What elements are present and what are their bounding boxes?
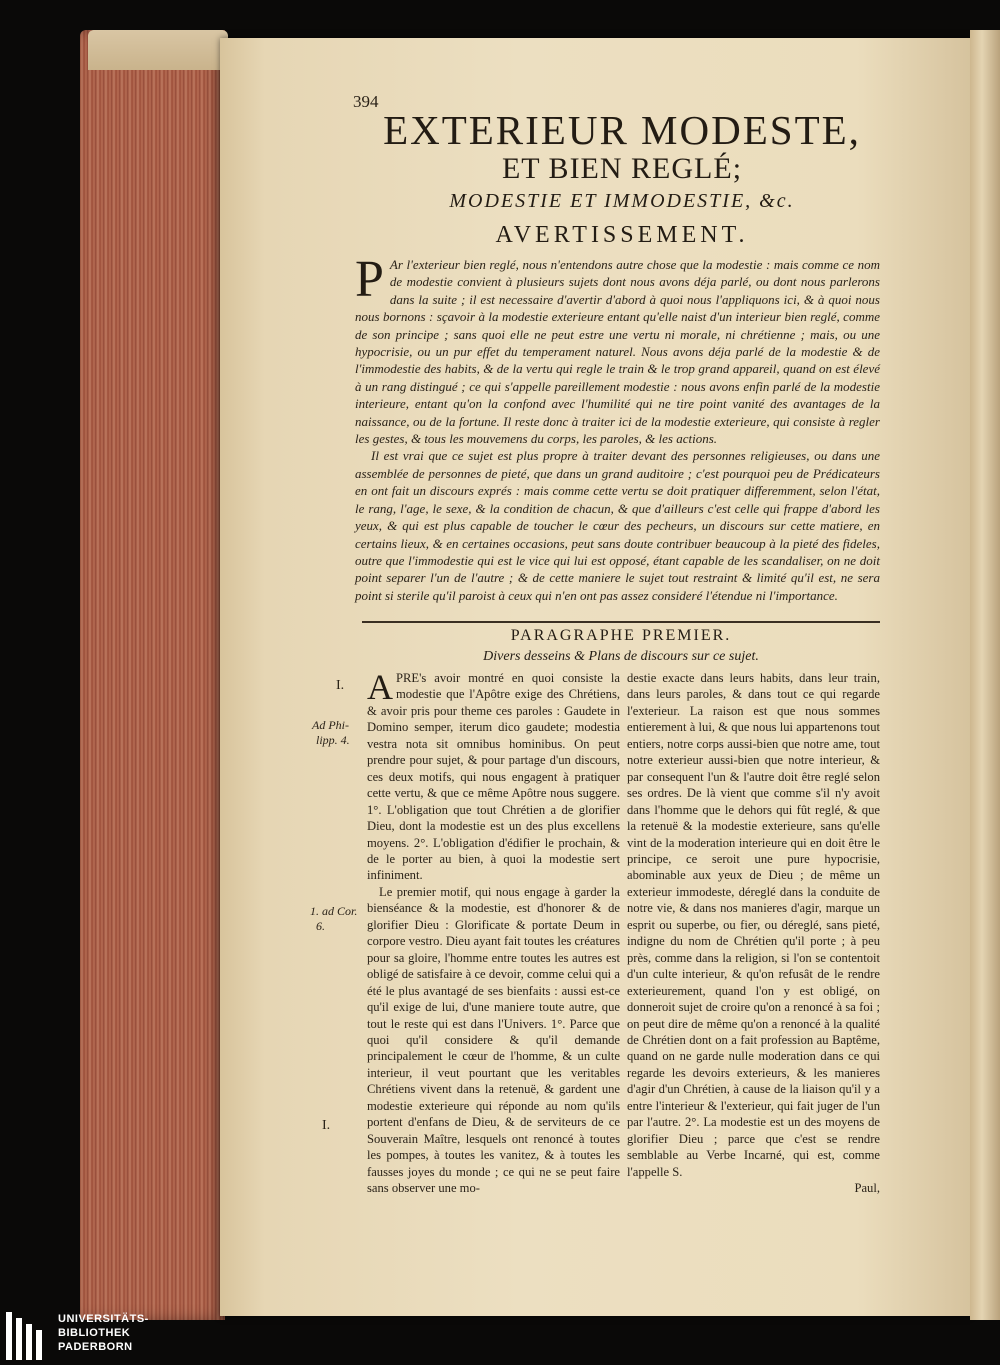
- book-fore-edge: [80, 30, 225, 1320]
- avertissement-text: [355, 251, 880, 604]
- subtitle: MODESTIE ET IMMODESTIE, &c.: [449, 190, 795, 212]
- margin-reference: Ad Phi-: [312, 718, 349, 732]
- library-name-line1: UNIVERSITÄTS-: [58, 1313, 149, 1325]
- margin-reference: 1. ad Cor.: [310, 904, 358, 918]
- margin-reference: 6.: [316, 919, 325, 933]
- facing-page-edge: [970, 30, 1000, 1320]
- library-logo: [0, 1308, 150, 1365]
- divider-rule: [362, 621, 880, 623]
- catchword: Paul,: [854, 1181, 880, 1196]
- left-column: [367, 667, 620, 1197]
- margin-numeral: I.: [322, 1118, 331, 1133]
- left-col-para2: Le premier motif, qui nous engage à garder la bienséance & la modestie, est d'honorer & de glorifier Dieu : Glorificate & portate Deum in corpore vestro. Dieu ayant fait toutes les créatures pour sa gloire, l'homme entre toutes les autres est obligé de satisfaire à ce devoir, comme celui qui a été le plus avantagé de ses bienfaits : aussi est-ce qu'il exige de lui, d'une maniere toute autre, que tout le reste qui est dans l'Univers. 1°. Parce que quoi qu'il considere & qu'il demande principalement le cœur de l'homme, & un culte interieur, il veut pourtant que les veritables Chrétiens vivent dans la retenuë, & gardent une modestie exterieure qui réponde au nom qu'ils portent d'enfans de Dieu, & de serviteurs de ce Souverain Maître, lesquels ont renoncé à toutes les pompes, à toutes les vanitez, & à toutes les fausses joyes du monde ; ce qui ne se peut faire sans observer une mo-: [367, 884, 620, 1196]
- drop-cap: P: [355, 251, 384, 308]
- paragraph-title: PARAGRAPHE PREMIER.: [510, 627, 732, 644]
- left-col-para1: PRE's avoir montré en quoi consiste la modestie que l'Apôtre exige des Chrétiens, & avoir pris pour theme ces paroles : Gaudete in Domino semper, iterum dico gaudete; modestia vestra nota sit omnibus hominibus. On peut prendre pour sujet, & pour partage d'un discours, ces deux motifs, qui nous engagent à pratiquer cette vertu, & que ce même Apôtre nous suggere. 1°. L'obligation que tout Chrétien a de glorifier Dieu, dont la modestie est un des plus excellens moyens. 2°. L'obligation d'édifier le prochain, & de le porter au bien, à quoi la modestie sert infiniment.: [367, 671, 620, 883]
- main-title: EXTERIEUR MODESTE,: [383, 107, 861, 153]
- right-col-para1: destie exacte dans leurs habits, dans leur train, dans leurs paroles, & dans tout ce qui regarde l'exterieur. La raison est que nous sommes entierement à lui, & que nous lui appartenons tout entiers, notre corps aussi-bien que notre ame, tout notre exterieur aussi-bien que notre interieur, & par consequent l'un & l'autre doit être reglé selon ses ordres. De là vient que comme s'il n'y avoit dans l'homme que le dehors qui fût reglé, & que la retenuë & la modestie exterieure, sans qu'elle vint de la moderation interieure qui en doit être le principe, ce seroit une pure hypocrisie, abominable aux yeux de Dieu ; de même un exterieur immodeste, déreglé dans la conduite de notre vie, & dans nos manieres d'agir, marque un esprit ou superbe, ou fier, ou déreglé, sans pieté, indigne du nom de Chrétien qu'il porte ; à peu près, comme dans la religion, si l'on se contentoit d'un culte interieur, & qu'on refusât de le rendre exterieurement, quand l'on y est obligé, on donneroit sujet de croire qu'on a renoncé à sa foi ; on peut dire de même qu'on a renoncé à la qualité de Chrétien dont on a fait profession au Baptême, quand on ne garde nulle moderation dans ce qui regarde les devoirs exterieurs, & les manieres d'agir d'un Chrétien, à cause de la liaison qu'il y a entre l'interieur & l'exterieur, qui fait juger de l'un par l'autre. 2°. La modestie est un des moyens de glorifier Dieu ; parce que c'est se rendre semblable au Verbe Incarné, qui est, comme l'appelle S.: [627, 671, 880, 1179]
- page-number: 394: [353, 92, 379, 111]
- section-heading: AVERTISSEMENT.: [495, 222, 749, 248]
- library-name-line2: BIBLIOTHEK: [58, 1327, 131, 1339]
- library-emblem-icon: [6, 1312, 46, 1360]
- margin-numeral: I.: [336, 678, 345, 693]
- drop-cap: A: [367, 667, 393, 707]
- book-top-edge: [88, 30, 228, 70]
- avertissement-para2: Il est vrai que ce sujet est plus propre à traiter devant des personnes religieuses, ou dans une assemblée de personnes de pieté, que dans un grand auditoire ; c'est pourquoi peu de Prédicateurs en ont fait un discours exprés : mais comme cette vertu se doit pratiquer differemment, selon l'état, le rang, l'age, le sexe, & la condition de chacun, & que d'ailleurs c'est celle qui frappe d'abord les yeux, & qui est plus capable de toucher le cœur des pecheurs, un discours sur cette matiere, en certains lieux, & en certaines occasions, peut sans doute contribuer beaucoup à la pieté des fideles, outre que l'immodestie qui est le vice qui lui est opposé, étant capable de les scandaliser, on ne doit point separer l'un de l'autre ; & de cette maniere le sujet tout restraint & limité qu'il est, ne sera point si sterile qu'il paroist à ceux qui n'en ont pas assez consideré l'étendue ni l'importance.: [355, 448, 880, 603]
- main-title-line2: ET BIEN REGLÉ;: [501, 152, 743, 185]
- avertissement-para1: Ar l'exterieur bien reglé, nous n'entendons autre chose que la modestie : mais comme ce nom de modestie convient à plusieurs sujets dont nous avons déja parlé, ou dont nous parlerons dans la suite ; il est necessaire d'avertir d'abord à quoi nous l'appliquons ici, & à quoi nous nous bornons : sçavoir à la modestie exterieure entant qu'elle naist d'un interieur bien reglé, comme de son principe ; sans quoi elle ne peut estre une vertu ni morale, ni chrétienne ; mais, ou une hypocrisie, ou un pur effet du temperament naturel. Nous avons déja parlé de la modestie & de l'immodestie des habits, & de la vertu qui regle le train & le trop grand appareil, quand on est élevé à un rang distingué ; ce qui s'appelle pareillement modestie : nous avons enfin parlé de la modestie interieure, entant qu'on la confond avec l'humilité qui ne tire point vanité des avantages de la naissance, ou de la fortune. Il reste donc à traiter ici de la modestie exterieure, qui consiste à regler les gestes, & tous les mouvemens du corps, les paroles, & les actions.: [355, 257, 880, 447]
- right-column: [627, 670, 880, 1197]
- paragraph-subtitle: Divers desseins & Plans de discours sur ce sujet.: [483, 649, 759, 664]
- library-name: [58, 1312, 149, 1354]
- library-name-line3: PADERBORN: [58, 1341, 133, 1353]
- margin-reference: lipp. 4.: [316, 733, 350, 747]
